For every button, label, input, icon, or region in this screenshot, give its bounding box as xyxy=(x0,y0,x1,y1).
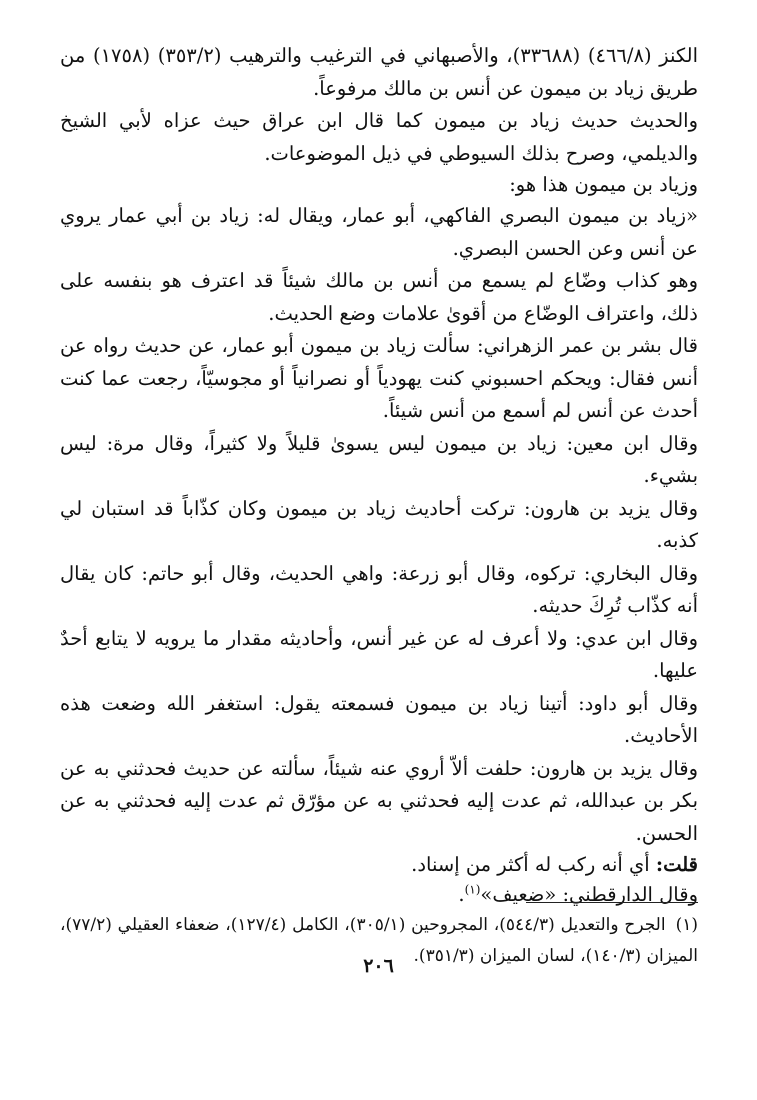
footnote-text: الجرح والتعديل (٥٤٤/٣)، المجروحين (٣٠٥/١)، الكامل (١٢٧/٤)، ضعفاء العقيلي (٧٧/٢)، الميزان (١٤٠/٣)، لسان الميزان (٣٥١/٣). xyxy=(60,915,698,966)
qult-paragraph xyxy=(60,850,698,880)
paragraph: وقال ابن معين: زياد بن ميمون ليس يسوىٰ قليلاً ولا كثيراً، وقال مرة: ليس بشيء. xyxy=(60,431,698,487)
paragraph: وقال يزيد بن هارون: حلفت ألاّ أروي عنه شيئاً، سألته عن حديث فحدثني به عن بكر بن عبدالله، ثم عدت إليه فحدثني به عن مؤرّق ثم عدت إليه فحدثني به عن الحسن. xyxy=(60,756,698,845)
daraqutni-end: . xyxy=(458,883,465,906)
paragraph: وقال ابن عدي: ولا أعرف له عن غير أنس، وأحاديثه مقدار ما يرويه لا يتابع أحدٌ عليها. xyxy=(60,626,698,682)
qult-label: قلت: xyxy=(655,853,698,876)
footnote-number: (١) xyxy=(675,915,698,935)
main-text xyxy=(60,40,698,910)
paragraph: والحديث حديث زياد بن ميمون كما قال ابن عراق حيث عزاه لأبي الشيخ والديلمي، وصرح بذلك السيوطي في ذيل الموضوعات. xyxy=(60,109,698,165)
paragraph: وزياد بن ميمون هذا هو: xyxy=(509,173,698,196)
footnote-divider xyxy=(526,902,698,903)
paragraph: وقال أبو داود: أتينا زياد بن ميمون فسمعته يقول: استغفر الله وضعت هذه الأحاديث. xyxy=(60,691,698,747)
page-number: ٢٠٦ xyxy=(363,955,394,977)
paragraph: وهو كذاب وضّاع لم يسمع من أنس بن مالك شيئاً قد اعترف هو بنفسه على ذلك، واعتراف الوضّاع من أقوىٰ علامات وضع الحديث. xyxy=(60,269,698,325)
paragraph: الكنز (٤٦٦/٨) (٣٣٦٨٨)، والأصبهاني في الترغيب والترهيب (٣٥٣/٢) (١٧٥٨) من طريق زياد بن ميمون عن أنس بن مالك مرفوعاً. xyxy=(60,44,698,100)
daraqutni-paragraph xyxy=(60,880,698,910)
paragraph: «زياد بن ميمون البصري الفاكهي، أبو عمار، ويقال له: زياد بن أبي عمار يروي عن أنس وعن الحسن البصري. xyxy=(60,204,698,260)
paragraph: قال بشر بن عمر الزهراني: سألت زياد بن ميمون أبو عمار، عن حديث رواه عن أنس فقال: ويحكم احسبوني كنت يهودياً أو نصرانياً أو مجوسيّاً، رجعت عما كنت أحدث عن أنس لم أسمع من أنس شيئاً. xyxy=(60,334,698,422)
footnote-marker: (١) xyxy=(464,882,481,897)
paragraph: وقال البخاري: تركوه، وقال أبو زرعة: واهي الحديث، وقال أبو حاتم: كان يقال أنه كذّاب تُرِكَ حديثه. xyxy=(60,561,698,617)
qult-text: أي أنه ركب له أكثر من إسناد. xyxy=(411,853,656,876)
daraqutni-text: وقال الدارقطني: «ضعيف» xyxy=(480,883,698,906)
paragraph: وقال يزيد بن هارون: تركت أحاديث زياد بن ميمون وكان كذّاباً قد استبان لي كذبه. xyxy=(60,496,698,552)
